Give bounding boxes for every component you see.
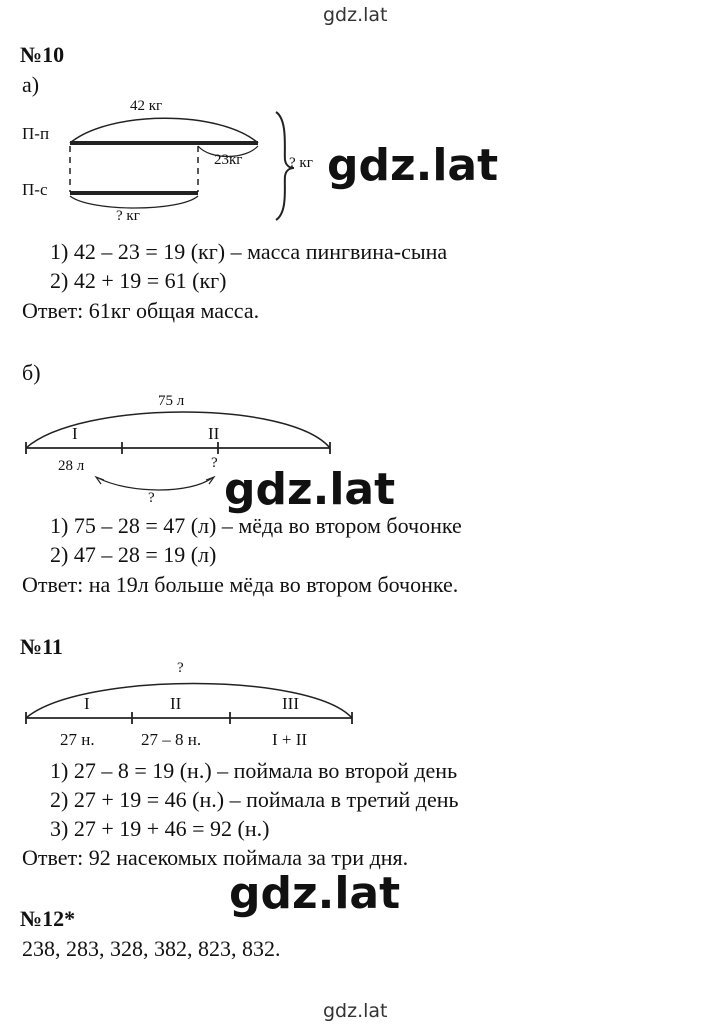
diagram-c-below2-label: 27 – 8 н.	[141, 730, 202, 749]
task10-b-step-2: 2) 47 – 28 = 19 (л)	[50, 542, 217, 567]
diagram-a-row1-label: П-п	[22, 124, 50, 143]
diagram-c-seg3-label: III	[282, 694, 299, 713]
task11-step-1: 1) 27 – 8 = 19 (н.) – поймала во второй день	[50, 758, 458, 783]
diagram-b-below1-label: 28 л	[58, 458, 85, 474]
task11-number: №11	[20, 634, 63, 659]
task10-b-step-1: 1) 75 – 28 = 47 (л) – мёда во втором бочонке	[50, 513, 462, 538]
diagram-a-top-arc-label: 42 кг	[130, 98, 163, 114]
task12-answer: 238, 283, 328, 382, 823, 832.	[22, 936, 281, 961]
task10-a-step-2: 2) 42 + 19 = 61 (кг)	[50, 268, 227, 293]
diagram-c-seg1-label: I	[84, 694, 90, 713]
diagram-a-bottom-arc-label: ? кг	[116, 208, 140, 224]
diagram-c-top-arc	[26, 684, 352, 719]
diagram-c-below3-label: I + II	[272, 730, 308, 749]
task10-part-b-label: б)	[22, 360, 41, 385]
task10-number: №10	[20, 42, 65, 67]
watermark-big-1: gdz.lat	[327, 140, 499, 191]
task10-a-answer: Ответ: 61кг общая масса.	[22, 298, 260, 323]
diagram-b-diff-label: ?	[148, 490, 155, 506]
task10-part-a-label: а)	[22, 72, 40, 97]
task10-a-step-1: 1) 42 – 23 = 19 (кг) – масса пингвина-сына	[50, 239, 448, 264]
task10-b-answer: Ответ: на 19л больше мёда во втором бочонке.	[22, 572, 459, 597]
diagram-b-below2-label: ?	[211, 455, 218, 471]
watermark-big-2: gdz.lat	[224, 464, 396, 515]
watermark-big-3: gdz.lat	[229, 868, 401, 919]
diagram-b-seg1-label: I	[72, 424, 78, 443]
task12-number: №12*	[20, 906, 76, 931]
watermark-bottom: gdz.lat	[323, 1000, 388, 1022]
task11-step-2: 2) 27 + 19 = 46 (н.) – поймала в третий день	[50, 787, 459, 812]
diagram-c-seg2-label: II	[170, 694, 182, 713]
diagram-c-below1-label: 27 н.	[60, 730, 95, 749]
diagram-a-row2-label: П-с	[22, 180, 48, 199]
watermark-top: gdz.lat	[323, 4, 388, 26]
task11-answer: Ответ: 92 насекомых поймала за три дня.	[22, 845, 409, 870]
diagram-c-top-label: ?	[177, 660, 184, 676]
diagram-a-right-part-label: 23кг	[214, 152, 243, 168]
diagram-a-total-label: ? кг	[289, 155, 313, 171]
task11-step-3: 3) 27 + 19 + 46 = 92 (н.)	[50, 816, 270, 841]
diagram-b-seg2-label: II	[208, 424, 220, 443]
diagram-b-top-arc-label: 75 л	[158, 393, 185, 409]
